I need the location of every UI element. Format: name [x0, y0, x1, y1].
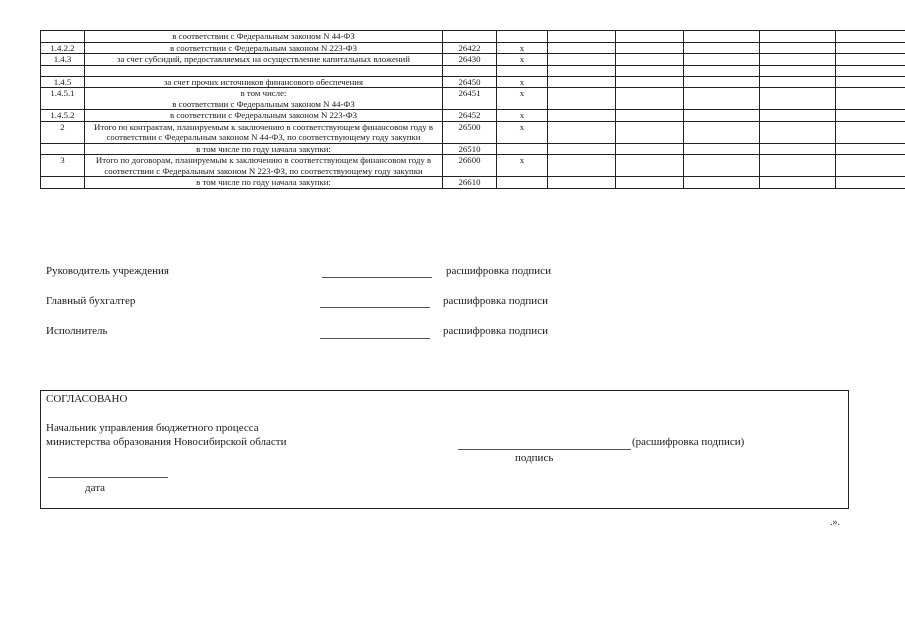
row-number-cell: [41, 31, 85, 43]
approval-signature-line: [458, 449, 631, 450]
table-row: [41, 88, 905, 110]
row-number-cell: [41, 143, 85, 155]
row-value-cell: [684, 42, 760, 54]
approval-box: [40, 390, 849, 509]
row-value-cell: [836, 54, 905, 66]
row-value-cell: [616, 155, 684, 177]
table-body: [41, 31, 905, 189]
row-code-cell: [443, 31, 497, 43]
row-number-cell: [41, 65, 85, 76]
approval-signature-caption: подпись: [515, 452, 554, 464]
table-row: [41, 177, 905, 189]
approval-date-line: [48, 477, 168, 478]
approval-heading: СОГЛАСОВАНО: [46, 393, 128, 405]
row-code-cell: 26451: [443, 88, 497, 110]
row-value-cell: [616, 177, 684, 189]
row-x-cell: x: [497, 121, 548, 143]
row-number-cell: 1.4.5.2: [41, 110, 85, 122]
row-value-cell: [760, 31, 836, 43]
row-code-cell: 26452: [443, 110, 497, 122]
row-x-cell: [497, 177, 548, 189]
row-value-cell: [760, 65, 836, 76]
table-row: [41, 76, 905, 88]
table-row: [41, 143, 905, 155]
row-name-cell: в соответствии с Федеральным законом N 44-ФЗ: [85, 31, 443, 43]
row-name-cell: в соответствии с Федеральным законом N 223-ФЗ: [85, 110, 443, 122]
row-x-cell: x: [497, 76, 548, 88]
row-x-cell: [497, 31, 548, 43]
row-value-cell: [760, 177, 836, 189]
row-x-cell: [497, 143, 548, 155]
row-value-cell: [616, 54, 684, 66]
row-x-cell: x: [497, 110, 548, 122]
row-value-cell: [616, 42, 684, 54]
row-name-cell: за счет субсидий, предоставляемых на осуществление капитальных вложений: [85, 54, 443, 66]
row-value-cell: [760, 143, 836, 155]
chief-accountant-label: Главный бухгалтер: [46, 295, 136, 307]
table-row: [41, 54, 905, 66]
row-code-cell: 26422: [443, 42, 497, 54]
budget-form-table: [40, 30, 905, 189]
row-code-cell: 26600: [443, 155, 497, 177]
row-name-cell: в соответствии с Федеральным законом N 223-ФЗ: [85, 42, 443, 54]
approval-position-line2: министерства образования Новосибирской области: [46, 436, 287, 448]
executor-signature-line: [320, 338, 430, 339]
row-name-cell: в том числе: в соответствии с Федеральным законом N 44-ФЗ: [85, 88, 443, 110]
row-value-cell: [836, 177, 905, 189]
row-value-cell: [616, 31, 684, 43]
row-number-cell: 1.4.2.2: [41, 42, 85, 54]
row-value-cell: [760, 42, 836, 54]
row-value-cell: [836, 155, 905, 177]
row-value-cell: [616, 110, 684, 122]
table-row: [41, 110, 905, 122]
approval-date-caption: дата: [85, 482, 106, 494]
row-value-cell: [616, 65, 684, 76]
row-value-cell: [548, 121, 616, 143]
row-value-cell: [836, 121, 905, 143]
row-value-cell: [548, 42, 616, 54]
row-value-cell: [760, 88, 836, 110]
row-value-cell: [616, 76, 684, 88]
table-row: [41, 65, 905, 76]
executor-signature-decode: расшифровка подписи: [443, 325, 548, 337]
row-value-cell: [684, 65, 760, 76]
row-value-cell: [548, 110, 616, 122]
row-value-cell: [548, 88, 616, 110]
row-number-cell: 1.4.3: [41, 54, 85, 66]
row-value-cell: [684, 88, 760, 110]
row-code-cell: 26610: [443, 177, 497, 189]
accountant-signature-line: [320, 307, 430, 308]
row-value-cell: [548, 31, 616, 43]
row-x-cell: x: [497, 54, 548, 66]
row-x-cell: x: [497, 42, 548, 54]
row-name-cell: в том числе по году начала закупки:: [85, 177, 443, 189]
row-value-cell: [548, 65, 616, 76]
head-signature-decode: расшифровка подписи: [446, 265, 551, 277]
row-name-cell: за счет прочих источников финансового обеспечения: [85, 76, 443, 88]
row-value-cell: [548, 76, 616, 88]
row-value-cell: [836, 65, 905, 76]
closing-quote-mark: .».: [830, 517, 840, 528]
row-value-cell: [548, 177, 616, 189]
row-code-cell: 26510: [443, 143, 497, 155]
row-value-cell: [836, 76, 905, 88]
table-row: [41, 155, 905, 177]
row-code-cell: [443, 65, 497, 76]
row-value-cell: [684, 121, 760, 143]
row-value-cell: [760, 155, 836, 177]
row-value-cell: [548, 155, 616, 177]
row-name-cell: в том числе по году начала закупки:: [85, 143, 443, 155]
row-value-cell: [836, 110, 905, 122]
row-name-cell: Итого по контрактам, планируемым к заключению в соответствующем финансовом году в соответствии с Федеральным законом N 44-ФЗ, по соответствующему году закупки: [85, 121, 443, 143]
row-value-cell: [616, 88, 684, 110]
row-value-cell: [684, 155, 760, 177]
row-value-cell: [684, 31, 760, 43]
row-value-cell: [684, 143, 760, 155]
row-value-cell: [684, 76, 760, 88]
approval-position-line1: Начальник управления бюджетного процесса: [46, 422, 259, 434]
row-value-cell: [684, 177, 760, 189]
approval-decode: (расшифровка подписи): [632, 436, 745, 448]
row-x-cell: x: [497, 155, 548, 177]
row-number-cell: [41, 177, 85, 189]
row-name-cell: [85, 65, 443, 76]
row-value-cell: [760, 54, 836, 66]
row-code-cell: 26430: [443, 54, 497, 66]
table-row: [41, 31, 905, 43]
row-value-cell: [684, 54, 760, 66]
row-value-cell: [616, 143, 684, 155]
head-of-institution-label: Руководитель учреждения: [46, 265, 169, 277]
head-signature-line: [322, 277, 432, 278]
accountant-signature-decode: расшифровка подписи: [443, 295, 548, 307]
row-x-cell: [497, 65, 548, 76]
row-value-cell: [684, 110, 760, 122]
row-number-cell: 1.4.5: [41, 76, 85, 88]
executor-label: Исполнитель: [46, 325, 108, 337]
row-x-cell: x: [497, 88, 548, 110]
row-value-cell: [836, 42, 905, 54]
row-value-cell: [836, 31, 905, 43]
table-row: [41, 121, 905, 143]
row-value-cell: [836, 88, 905, 110]
row-number-cell: 2: [41, 121, 85, 143]
row-number-cell: 3: [41, 155, 85, 177]
row-code-cell: 26500: [443, 121, 497, 143]
row-value-cell: [760, 76, 836, 88]
row-value-cell: [760, 110, 836, 122]
table-row: [41, 42, 905, 54]
row-value-cell: [760, 121, 836, 143]
row-code-cell: 26450: [443, 76, 497, 88]
row-value-cell: [616, 121, 684, 143]
row-value-cell: [548, 143, 616, 155]
row-value-cell: [836, 143, 905, 155]
row-value-cell: [548, 54, 616, 66]
row-number-cell: 1.4.5.1: [41, 88, 85, 110]
row-name-cell: Итого по договорам, планируемым к заключению в соответствующем финансовом году в соответствии с Федеральным законом N 223-ФЗ, по соответствующему году закупки: [85, 155, 443, 177]
